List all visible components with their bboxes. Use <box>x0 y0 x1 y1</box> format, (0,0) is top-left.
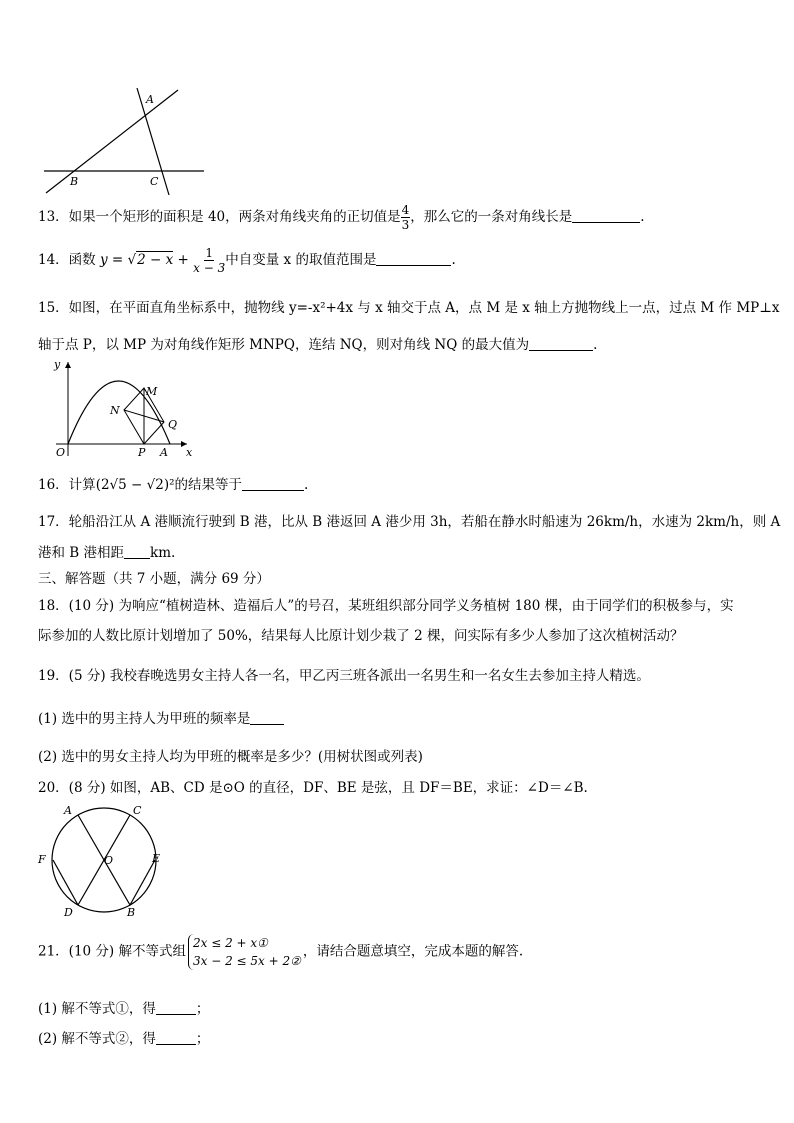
question-17-line1: 17．轮船沿江从 A 港顺流行驶到 B 港，比从 B 港返回 A 港少用 3h，若船在静水时船速为 26km/h，水速为 2km/h，则 A <box>38 514 781 530</box>
label-o: O <box>104 854 114 867</box>
frac-num: 4 <box>401 203 410 217</box>
period: . <box>451 252 456 268</box>
semicolon: ； <box>195 1001 210 1017</box>
question-14: 14．函数 y = √2 − x + $\frac{1}{x - 3}$ 中自变量 x 的取值范围是 . <box>38 246 456 275</box>
question-19-line1: 19．(5 分) 我校春晚选男女主持人各一名，甲乙丙三班各派出一名男生和一名女生去参加主持人精选。 <box>38 668 650 684</box>
question-21-part1 <box>38 997 209 1017</box>
triangle-figure <box>38 85 218 195</box>
fraction-1-x3 <box>193 246 225 275</box>
question-15-line1: 15．如图，在平面直角坐标系中，抛物线 y=-x²+4x 与 x 轴交于点 A，点 M 是 x 轴上方抛物线上一点，过点 M 作 MP⊥x <box>38 300 780 316</box>
q16-expression: (2√5 − √2)² <box>95 477 175 493</box>
semicolon: ； <box>195 1031 210 1047</box>
sqrt-expr: 2 − x <box>137 252 174 268</box>
answer-blank[interactable] <box>156 1030 196 1045</box>
label-a: A <box>146 93 154 106</box>
plus: + <box>173 252 194 268</box>
q15-text: 轴于点 P，以 MP 为对角线作矩形 MNPQ，连结 NQ，则对角线 NQ 的最大值为 <box>38 337 530 353</box>
period: . <box>304 477 309 493</box>
parabola-figure <box>52 358 202 458</box>
question-21 <box>38 934 523 970</box>
answer-blank[interactable] <box>250 710 284 725</box>
fraction-4-3 <box>401 203 411 232</box>
answer-blank[interactable] <box>156 1000 196 1015</box>
question-21-part2 <box>38 1027 209 1047</box>
section-heading: 三、解答题（共 7 小题，满分 69 分） <box>38 571 270 587</box>
frac-den: 3 <box>401 218 410 232</box>
q21-part2-text: (2) 解不等式②，得 <box>38 1031 156 1047</box>
question-19-part2: (2) 选中的男女主持人均为甲班的概率是多少？(用树状图或列表) <box>38 749 423 765</box>
answer-blank[interactable] <box>376 251 451 266</box>
q21-text-b: ，请结合题意填空，完成本题的解答. <box>302 943 524 960</box>
label-x: x <box>186 446 193 459</box>
question-19-part1 <box>38 707 284 727</box>
q13-text-b: ，那么它的一条对角线长是 <box>410 209 573 225</box>
q17-text: 港和 B 港相距 <box>38 545 125 561</box>
label-m: M <box>146 385 158 398</box>
question-18-line2: 际参加的人数比原计划增加了 50%，结果每人比原计划少栽了 2 棵，问实际有多少人参加了这次植树活动？ <box>38 628 684 644</box>
label-p: P <box>138 446 146 459</box>
q16-text-b: 的结果等于 <box>174 477 242 493</box>
equals: = <box>107 252 128 268</box>
label-q: Q <box>168 418 178 431</box>
inequality-2: 3x − 2 ≤ 5x + 2② <box>192 954 301 968</box>
answer-blank[interactable] <box>242 476 304 491</box>
frac-den: x − 3 <box>193 261 226 275</box>
q13-text: 13．如果一个矩形的面积是 40，两条对角线夹角的正切值是 <box>38 209 401 225</box>
label-b: B <box>127 906 136 919</box>
question-17-line2 <box>38 541 175 561</box>
label-y: y <box>54 358 61 371</box>
frac-num: 1 <box>205 246 214 260</box>
label-c: C <box>133 804 142 817</box>
var-y: y <box>99 252 108 268</box>
q16-text: 16．计算 <box>38 477 96 493</box>
label-o: O <box>56 446 66 459</box>
answer-blank[interactable] <box>572 208 640 223</box>
label-n: N <box>110 404 120 417</box>
q21-text: 21．(10 分) 解不等式组 <box>38 943 186 960</box>
answer-blank[interactable] <box>529 336 593 351</box>
q21-part1-text: (1) 解不等式①，得 <box>38 1001 156 1017</box>
label-e: E <box>152 852 161 865</box>
question-20: 20．(8 分) 如图，AB、CD 是⊙O 的直径，DF、BE 是弦，且 DF＝BE，求证：∠D＝∠B. <box>38 780 588 796</box>
circle-figure <box>36 802 166 918</box>
period: . <box>640 209 645 225</box>
q19-part1-text: (1) 选中的男主持人为甲班的频率是 <box>38 711 251 727</box>
answer-blank[interactable] <box>124 544 150 559</box>
y-arrow-icon <box>65 362 71 368</box>
label-d: D <box>64 906 73 919</box>
q14-text: 14．函数 <box>38 252 96 268</box>
label-f: F <box>38 853 46 866</box>
question-13 <box>38 203 645 232</box>
inequality-1: 2x ≤ 2 + x① <box>192 936 268 950</box>
label-b: B <box>70 175 79 188</box>
question-16 <box>38 473 308 493</box>
question-18-line1: 18．(10 分) 为响应“植树造林、造福后人”的号召，某班组织部分同学义务植树 180 棵，由于同学们的积极参与，实 <box>38 598 734 614</box>
period: . <box>593 337 598 353</box>
q14-text-b: 中自变量 x 的取值范围是 <box>225 252 377 268</box>
label-a: A <box>160 446 168 459</box>
inequality-system <box>188 934 301 970</box>
question-15-line2 <box>38 333 597 353</box>
q17-unit: km. <box>150 545 176 561</box>
label-a: A <box>64 804 72 817</box>
label-c: C <box>150 175 159 188</box>
